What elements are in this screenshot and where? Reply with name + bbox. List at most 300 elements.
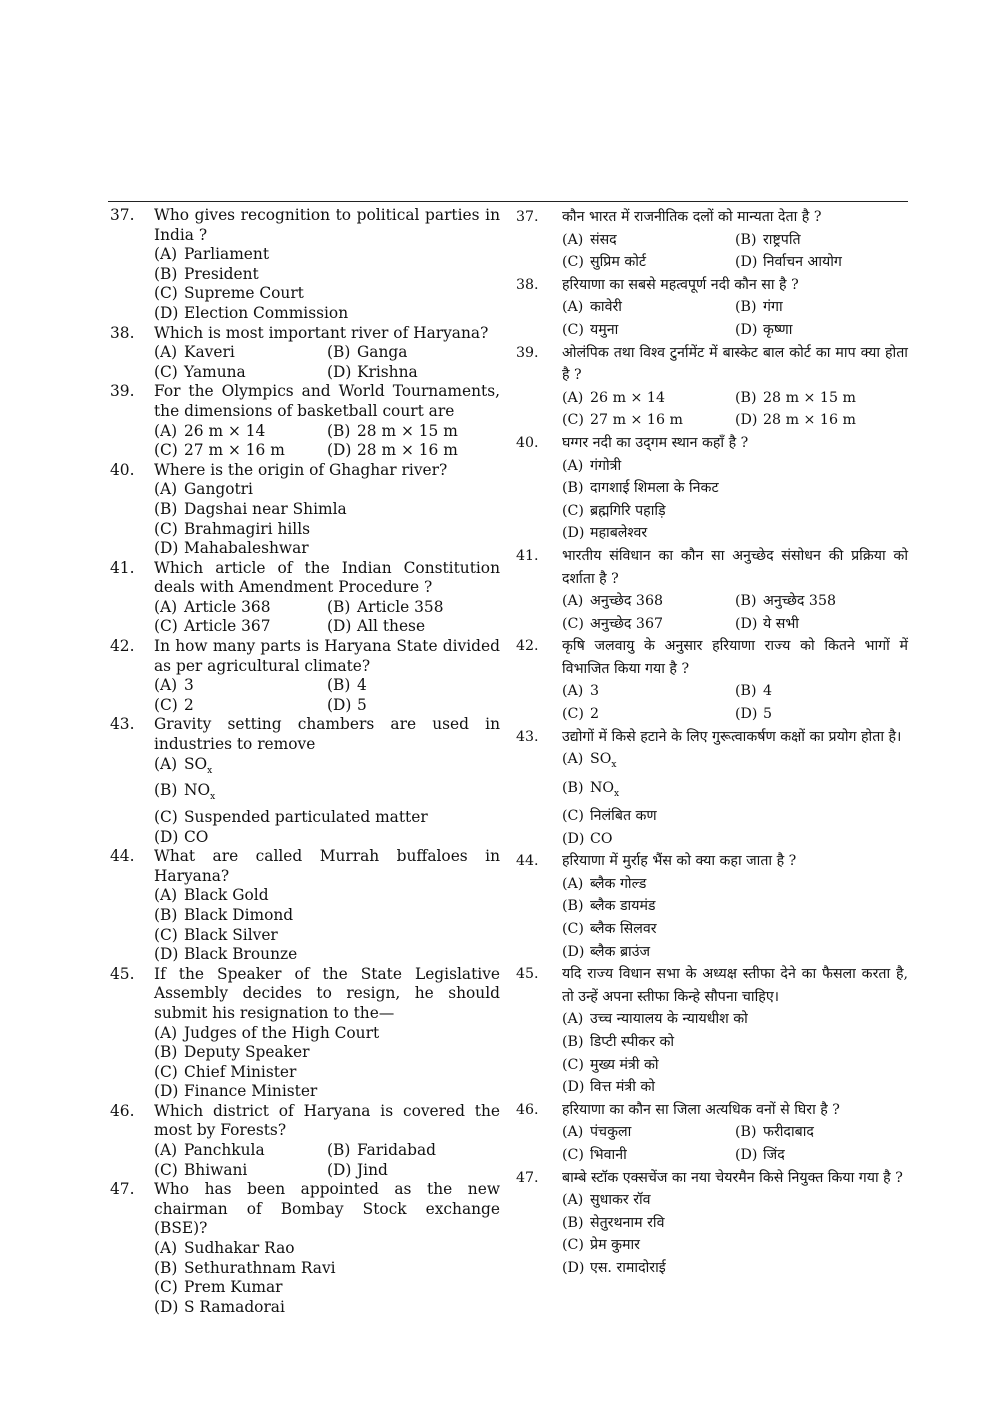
question-number: 43. [110,715,135,734]
option-label: (C) [154,362,178,381]
option-d [327,1161,500,1181]
option-label: (D) [327,1160,352,1179]
option-text: President [184,264,259,283]
option-a [562,748,908,776]
option-label: (B) [327,343,351,362]
option-text: Panchkula [184,1141,265,1160]
option-label: (C) [562,321,584,338]
option-b [735,1121,908,1144]
option-a [562,680,735,703]
question-45 [108,965,500,1102]
question-37 [108,206,500,324]
option-c [562,1144,735,1167]
option-text: अनुच्छेद 368 [590,593,664,610]
option-c [562,251,735,274]
option-text: Mahabaleshwar [184,539,309,558]
option-text: 28 m × 16 m [357,441,458,460]
option-text: प्रेम कुमार [590,1237,640,1254]
question-number: 46. [516,1101,539,1118]
option-label: (C) [154,284,178,303]
option-b [562,477,908,500]
option-text: एस. रामादोराई [590,1259,666,1276]
question-number: 44. [110,847,135,866]
option-label: (B) [735,299,757,316]
options [562,680,908,725]
question-number: 39. [516,344,539,361]
option-label: (B) [562,480,584,497]
option-label: (D) [327,617,352,636]
options [154,480,500,558]
question-text: ओलंपिक तथा विश्व टुर्नामेंट में बास्केट बाल कोर्ट का माप क्या होता है ? [562,344,908,384]
options [562,1189,908,1279]
option-label: (B) [154,1258,178,1277]
question-text: Which is most important river of Haryana? [154,323,489,342]
question-39 [516,342,908,432]
option-c [154,520,500,540]
question-text: हरियाणा का सबसे महत्वपूर्ण नदी कौन सा है ? [562,276,799,293]
option-text: 2 [590,706,600,723]
option-d [735,1144,908,1167]
options [562,873,908,963]
option-text: दागशाई शिमला के निकट [590,480,719,497]
options [154,676,500,715]
option-label: (D) [735,1147,758,1163]
question-text: हरियाणा का कौन सा जिला अत्यधिक वनों से घिरा है ? [562,1101,840,1118]
question-47 [108,1180,500,1317]
option-a [154,245,500,265]
option-text: 28 m × 15 m [763,389,856,406]
option-c [562,1234,908,1257]
option-label: (D) [735,706,758,723]
question-text: In how many parts is Haryana State divided as per agricultural climate? [154,637,500,675]
question-45 [516,963,908,1099]
option-label: (C) [562,254,584,271]
option-label: (A) [562,751,584,768]
option-text: Yamuna [184,362,246,381]
option-label: (C) [154,1278,178,1297]
option-text: सुधाकर रॉव [590,1192,651,1209]
option-b [327,422,500,442]
question-37 [516,206,908,274]
option-c [562,613,735,636]
option-text: Black Gold [184,886,269,905]
option-d [562,1257,908,1280]
option-text: ये सभी [763,615,799,632]
question-number: 42. [110,637,135,656]
option-label: (D) [562,943,585,960]
option-label: (B) [735,1124,757,1141]
question-number: 45. [516,966,539,983]
option-label: (D) [327,362,352,381]
option-text: 28 m × 16 m [763,412,856,429]
option-d [735,703,908,726]
option-label: (D) [562,830,585,847]
option-a [562,455,908,478]
option-label: (D) [562,1259,585,1276]
option-label: (C) [154,925,178,944]
option-label: (B) [154,905,178,924]
question-number: 44. [516,853,539,870]
option-text: 3 [184,676,194,695]
question-number: 42. [516,638,539,655]
question-number: 46. [110,1101,135,1120]
option-b [154,500,500,520]
option-text: Parliament [184,245,270,264]
option-text: गंगोत्री [590,457,622,474]
option-label: (B) [735,593,757,610]
option-a [562,296,735,319]
option-b [562,777,908,805]
option-c [154,441,327,461]
option-text: Bhiwani [184,1160,248,1179]
option-text: कृष्णा [763,321,793,338]
question-text: Which district of Haryana is covered the most by Forests? [154,1101,500,1140]
options [154,1239,500,1317]
option-text: Sudhakar Rao [184,1239,295,1258]
option-label: (D) [327,695,352,714]
question-text: कृषि जलवायु के अनुसार हरियाणा राज्य को कितने भागों में विभाजित किया गया है ? [562,638,908,677]
option-a [562,1008,908,1031]
option-text: अनुच्छेद 367 [590,615,664,632]
option-label: (C) [154,807,178,826]
option-label: (A) [562,1124,584,1141]
option-c [154,617,327,637]
options [154,755,500,848]
option-d [154,1082,500,1102]
question-text: उद्योगों में किसे हटाने के लिए गुरूत्वाकर्षण कक्षों का प्रयोग होता है। [562,728,902,745]
option-label: (D) [735,321,758,338]
option-b [154,1043,500,1063]
options [562,1008,908,1098]
option-label: (A) [154,480,178,499]
option-d [562,522,908,545]
option-text: 2 [184,695,194,714]
question-text: For the Olympics and World Tournaments, the dimensions of basketball court are [154,382,500,420]
option-label: (A) [562,299,584,316]
option-label: (A) [154,1023,178,1042]
option-label: (A) [154,676,178,695]
option-text: भिवानी [590,1147,627,1163]
option-label: (A) [154,343,178,362]
option-label: (B) [735,389,757,406]
options [562,296,908,341]
option-a [154,1141,327,1161]
option-text: S Ramadorai [184,1297,285,1316]
option-d [327,441,500,461]
option-a [562,590,735,613]
option-text: महाबलेश्वर [590,525,648,542]
option-text: CO [590,830,613,847]
option-text: Brahmagiri hills [184,519,311,538]
question-44 [516,850,908,963]
options [154,886,500,964]
option-a [562,1121,735,1144]
option-d [562,828,908,851]
option-text: SO [590,751,612,768]
question-46 [108,1102,500,1180]
option-subscript: x [207,765,213,776]
option-label: (A) [562,593,584,610]
options [562,1121,908,1166]
option-label: (B) [327,597,351,616]
option-d [562,941,908,964]
option-b [562,1031,908,1054]
option-b [735,387,908,410]
question-text: What are called Murrah buffaloes in Haryana? [154,847,500,885]
option-text: निर्वाचन आयोग [763,254,842,271]
question-38 [516,274,908,342]
option-label: (C) [562,1147,584,1163]
option-text: Finance Minister [184,1082,318,1101]
option-label: (A) [562,875,584,892]
option-c [154,1161,327,1181]
option-c [562,409,735,432]
question-47 [516,1167,908,1280]
option-a [562,873,908,896]
option-label: (B) [154,1043,178,1062]
question-number: 38. [516,276,539,293]
option-text: वित्त मंत्री को [590,1079,655,1096]
option-text: कावेरी [590,299,622,316]
option-text: Sethurathnam Ravi [184,1258,336,1277]
option-label: (A) [562,389,584,406]
option-label: (A) [562,1192,584,1209]
option-d [327,696,500,716]
option-label: (C) [562,808,584,825]
option-d [327,363,500,383]
question-number: 45. [110,964,135,983]
option-text: Kaveri [184,343,235,362]
option-text: Krishna [357,362,418,381]
option-text: अनुच्छेद 358 [763,593,837,610]
question-number: 41. [110,558,135,577]
option-label: (A) [154,245,178,264]
option-d [735,319,908,342]
option-b [154,781,500,808]
option-text: ब्लैक डायमंड [590,898,656,915]
option-label: (C) [154,441,178,460]
option-label: (C) [562,502,584,519]
option-a [154,1239,500,1259]
question-number: 41. [516,547,539,564]
question-number: 43. [516,728,539,745]
question-number: 40. [516,434,539,451]
option-label: (D) [154,303,179,322]
option-a [154,755,500,782]
option-text: Deputy Speaker [184,1043,310,1062]
options [562,229,908,274]
option-text: 27 m × 16 m [590,412,683,429]
question-text: Who has been appointed as the new chairman of Bombay Stock exchange (BSE)? [154,1180,500,1238]
option-text: Suspended particulated matter [184,807,428,826]
question-text: Who gives recognition to political parties in India ? [154,206,500,244]
option-d [154,828,500,848]
option-label: (D) [735,615,758,632]
option-d [154,304,500,324]
options [154,245,500,323]
option-text: उच्च न्यायालय के न्यायधीश को [590,1011,748,1028]
options [562,455,908,545]
option-d [154,1298,500,1318]
option-subscript: x [210,792,216,803]
option-label: (C) [562,706,584,723]
option-b [327,676,500,696]
question-text: कौन भारत में राजनीतिक दलों को मान्यता देता है ? [562,209,822,225]
option-text: Faridabad [357,1141,436,1160]
option-b [327,1141,500,1161]
question-number: 39. [110,382,135,401]
option-text: Article 358 [357,597,444,616]
option-label: (B) [735,231,757,248]
option-text: Ganga [357,343,408,362]
option-text: 26 m × 14 [590,389,665,406]
question-text: If the Speaker of the State Legislative Assembly decides to resign, he should submit his resignation to the— [154,964,500,1022]
option-text: Gangotri [184,480,253,499]
option-d [154,539,500,559]
option-b [735,296,908,319]
option-d [327,617,500,637]
question-40 [108,461,500,559]
option-c [562,703,735,726]
option-label: (A) [562,1011,584,1028]
option-text: Black Brounze [184,945,298,964]
option-label: (A) [154,1239,178,1258]
question-44 [108,847,500,965]
option-label: (C) [562,1056,584,1073]
option-text: जिंद [763,1147,785,1163]
option-text: ब्रह्मगिरि पहाड़ि [590,502,666,519]
option-a [562,1189,908,1212]
option-label: (D) [562,1079,585,1096]
question-46 [516,1099,908,1167]
option-label: (C) [154,1062,178,1081]
option-b [154,1259,500,1279]
option-d [735,613,908,636]
option-a [562,387,735,410]
option-label: (D) [154,1082,179,1101]
option-text: ब्लैक ब्राउंज [590,943,651,960]
option-label: (D) [735,254,758,271]
option-text: 4 [357,676,367,695]
option-text: Dagshai near Shimla [184,499,347,518]
option-label: (C) [154,617,178,636]
question-number: 47. [516,1169,539,1186]
option-label: (B) [154,264,178,283]
option-text: सेतुरथनाम रवि [590,1214,665,1231]
option-d [735,409,908,432]
option-label: (B) [562,1214,584,1231]
option-text: ब्लैक गोल्ड [590,875,647,892]
option-text: Supreme Court [184,284,304,303]
options [562,590,908,635]
option-b [735,680,908,703]
question-39 [108,382,500,460]
option-a [562,229,735,252]
question-number: 38. [110,323,135,342]
option-text: संसद [590,231,617,248]
option-text: मुख्य मंत्री को [590,1056,659,1073]
option-text: निलंबित कण [590,808,657,825]
option-label: (A) [154,754,178,773]
option-text: Black Silver [184,925,278,944]
question-text: भारतीय संविधान का कौन सा अनुच्छेद संसोधन की प्रक्रिया को दर्शाता है ? [562,547,908,587]
options [154,598,500,637]
option-text: Black Dimond [184,905,294,924]
question-text: हरियाणा में मुर्राह भैंस को क्या कहा जाता है ? [562,853,797,870]
option-b [154,906,500,926]
option-text: राष्ट्रपति [763,231,801,248]
option-text: Jind [357,1160,388,1179]
option-label: (D) [154,827,179,846]
option-label: (A) [154,1141,178,1160]
option-label: (C) [562,615,584,632]
option-c [154,1063,500,1083]
question-43 [108,715,500,847]
option-c [562,918,908,941]
option-b [327,598,500,618]
option-c [154,808,500,828]
question-number: 40. [110,460,135,479]
option-text: NO [590,779,615,796]
question-text: घग्गर नदी का उद्‌गम स्थान कहाँ है ? [562,434,749,451]
question-41 [516,545,908,635]
option-label: (C) [562,412,584,429]
option-text: ब्लैक सिलवर [590,921,657,938]
option-text: Judges of the High Court [184,1023,380,1042]
option-text: 5 [357,695,367,714]
option-label: (D) [735,412,758,429]
option-label: (B) [562,1034,584,1051]
option-a [154,676,327,696]
option-text: 26 m × 14 [184,421,266,440]
option-text: गंगा [763,299,783,316]
question-42 [108,637,500,715]
option-label: (B) [562,898,584,915]
option-label: (C) [154,1160,178,1179]
option-text: Election Commission [184,303,349,322]
option-c [562,500,908,523]
option-text: All these [357,617,426,636]
option-text: Article 368 [184,597,271,616]
question-number: 37. [516,209,539,225]
option-text: SO [184,754,208,773]
option-label: (A) [154,597,178,616]
option-c [154,696,327,716]
option-b [735,590,908,613]
option-text: 4 [763,683,773,700]
hindi-column [516,206,908,1280]
question-41 [108,559,500,637]
option-label: (A) [562,457,584,474]
option-label: (B) [327,1141,351,1160]
option-text: CO [184,827,209,846]
options [562,748,908,850]
option-d [562,1076,908,1099]
options [154,343,500,382]
option-label: (B) [562,779,584,796]
question-text: यदि राज्य विधान सभा के अध्यक्ष स्तीफा देने का फैसला करता है, तो उन्हें अपना स्तीफा किन्हे सौपना चाहिए। [562,966,908,1005]
option-label: (A) [154,421,178,440]
option-label: (B) [735,683,757,700]
options [154,422,500,461]
option-text: 5 [763,706,773,723]
options [154,1141,500,1180]
option-b [562,1212,908,1235]
question-40 [516,432,908,545]
option-subscript: x [611,760,617,771]
english-column [108,206,500,1317]
option-a [154,598,327,618]
